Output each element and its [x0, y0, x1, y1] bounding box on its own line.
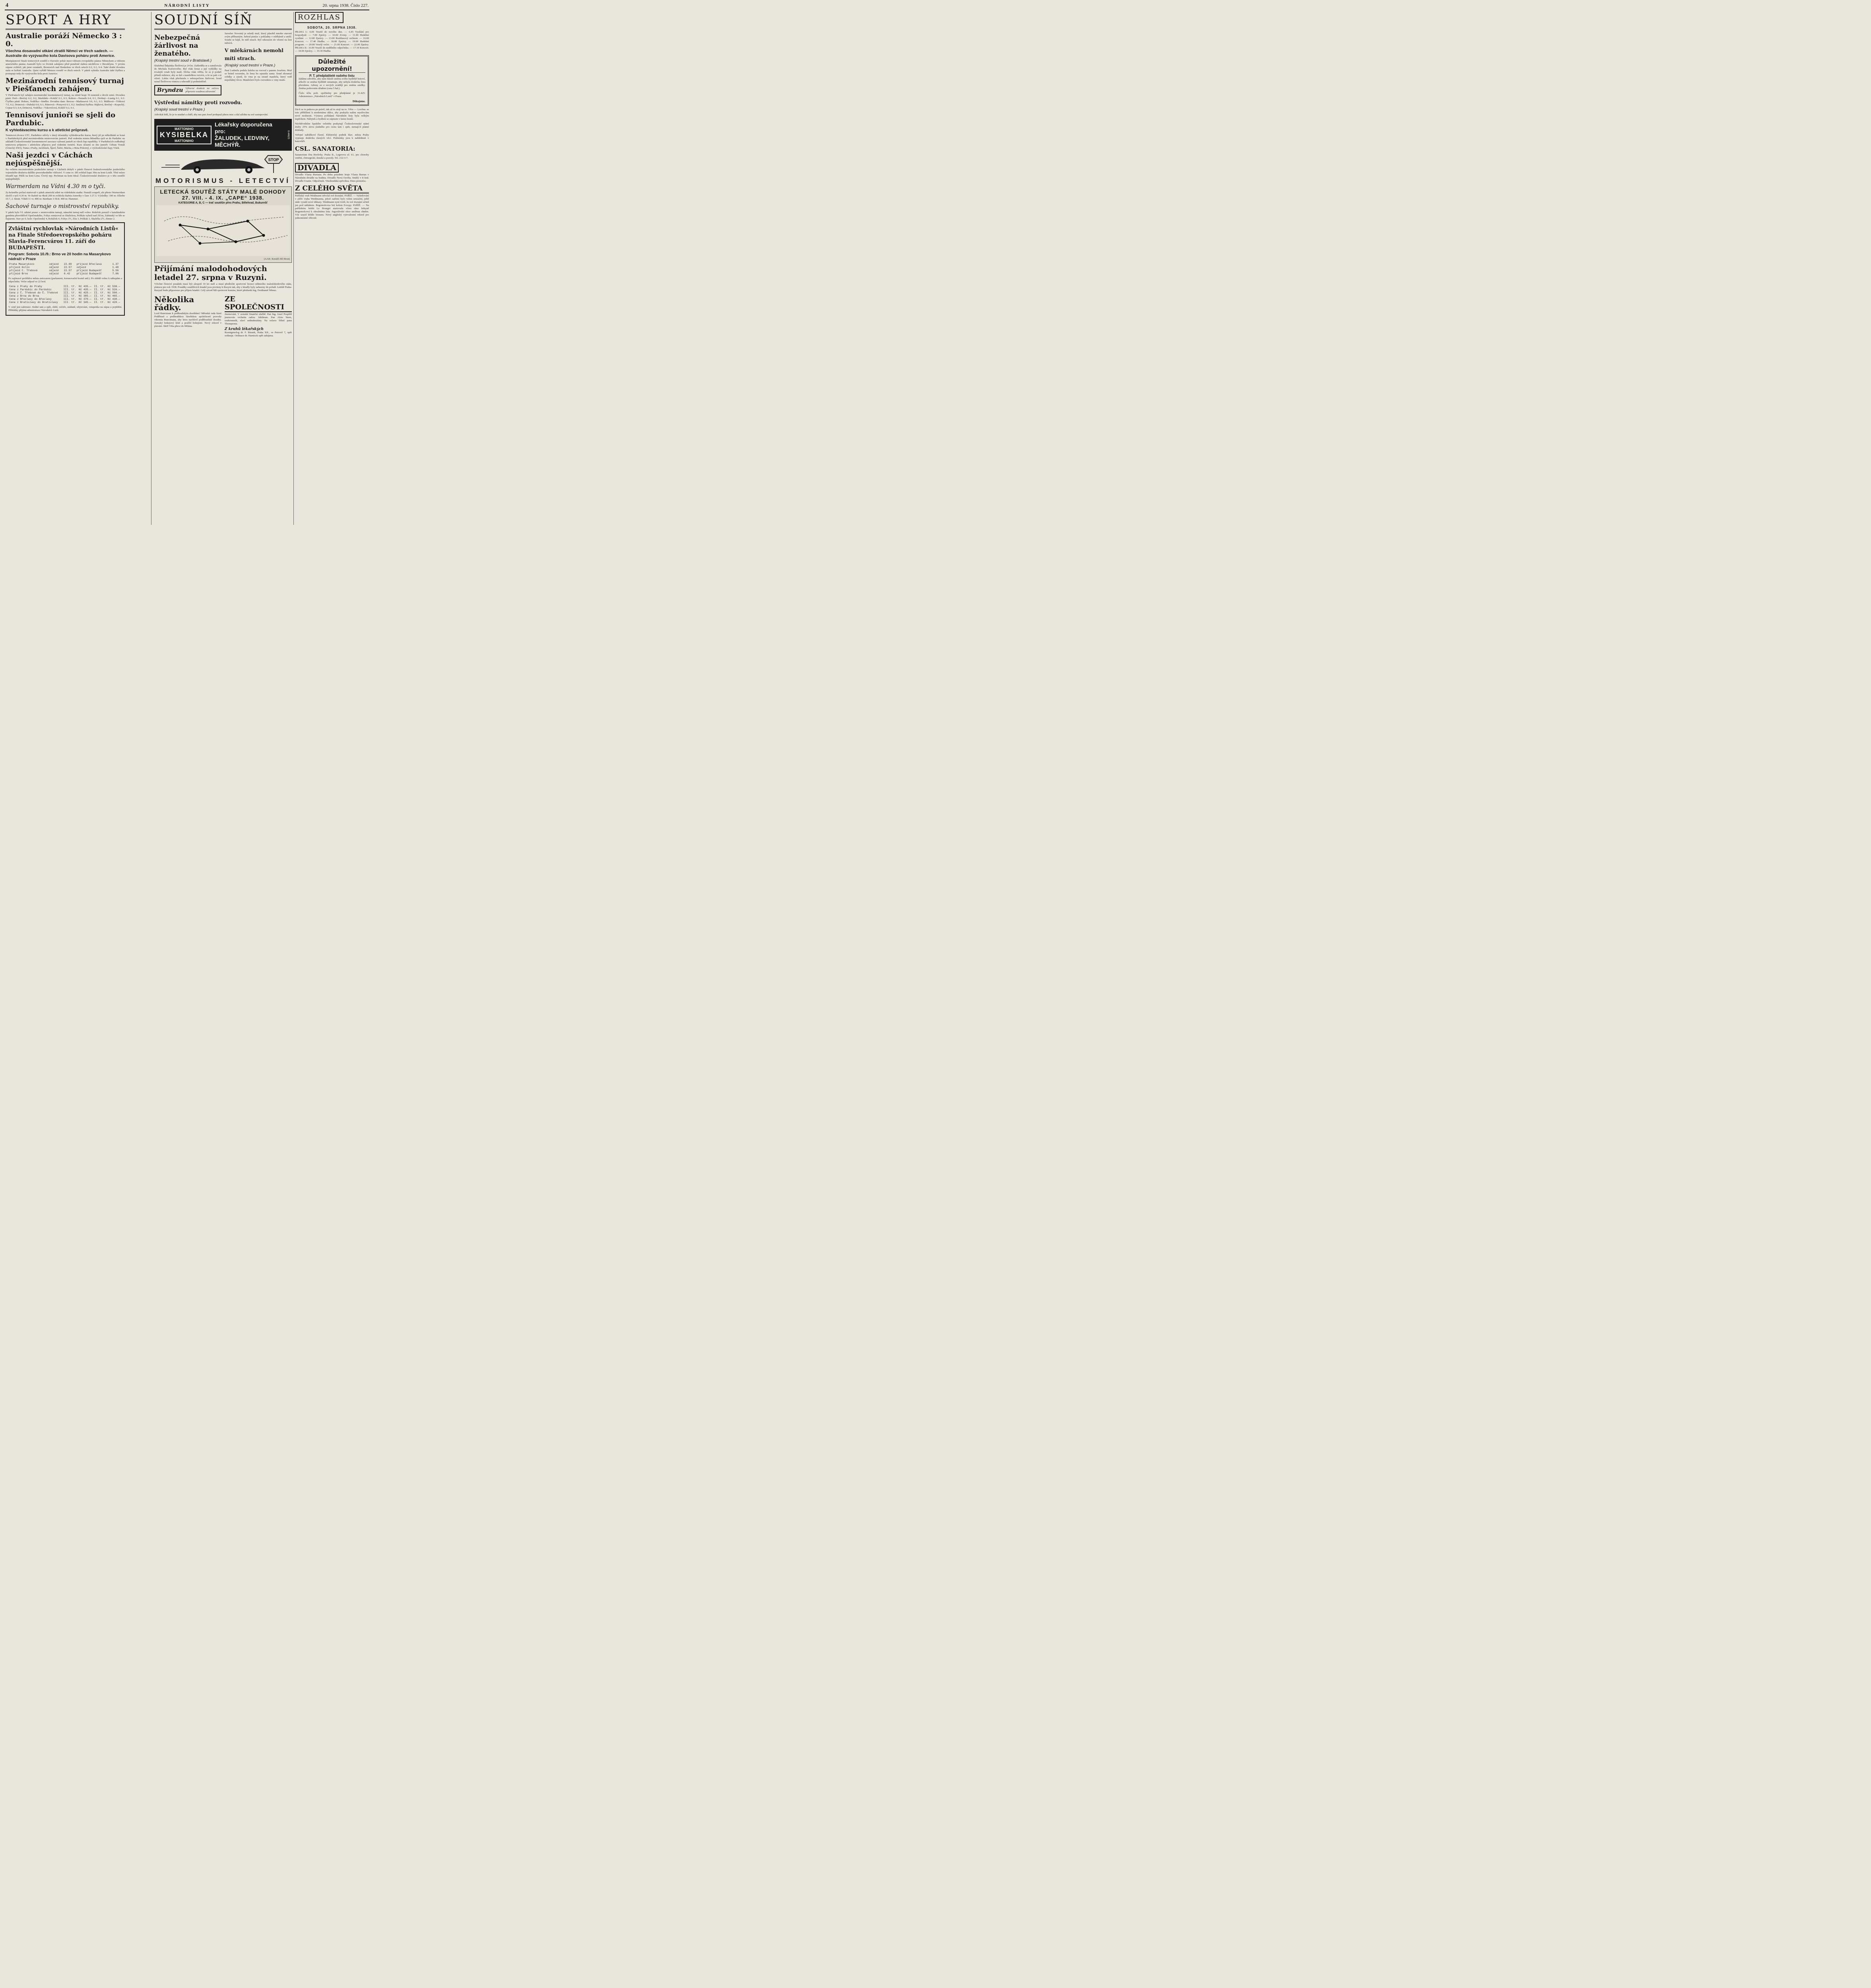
notice-body: žádáme zdvořile, aby nám hlásili změnu svého bydliště hotové, ačkoliv se změna bydliště oznamuje, aby nebyla dodávka listu přerušena. Adresy se o nových uvádějí pro změnu zásilky. Změna poštovním úřadem (cena 5 hal.). — [299, 78, 365, 90]
table-cell: 1.48 — [112, 266, 119, 269]
table-cell: Cena z Prahy do Prahy — [9, 285, 43, 288]
world-title: Z CELÉHO SVĚTA — [295, 184, 369, 194]
news-item: Návštěvníkům lipského veletrhu poskytují Československé státní dráhy 25% slevu jízdného pro cestu tam i zpět, nemají-li platné doklady. — [295, 122, 369, 132]
advert-title: Zvláštní rychlovlak »Národních Listů« na Finale Středoevropského poháru Slavia-Ferencváros 11. září do BUDAPEŠTI. — [8, 226, 118, 251]
page-header — [6, 2, 369, 9]
table-cell: Praha Masarykovo — [9, 263, 35, 266]
table-cell: odjezd — [76, 266, 86, 269]
table-cell: 0.42 — [64, 272, 70, 275]
table-cell: Cena z Pardubic do Pardubic — [9, 288, 52, 291]
column-sport — [6, 12, 125, 525]
table-cell: III. tř. — [63, 301, 76, 304]
article-body: Mezipásmové finale tenisových soutěží o Davisův pohár mezi vítězem evropského pásma Německem a vítězem amerického pásma Australií bylo ve čtvrtek zahájeno před poměrně slabou návštěvou v Brooklynu. V prvém zápase zvítězil, jak jsme oznámili, Bromwich nad Henkelem ve třech setech 6:2, 6:3, 6:4. Také druhé dvouhra stala se kořistí Australie. Quist vyřídil Metaxu rovněž ve třech setech. V pátek vyhrála Australie také čtyřhru a postupuje tedy do vyzývacího kola proti Americe. — [6, 60, 125, 75]
table-cell: Kč 385.— — [78, 295, 91, 297]
advert-code: 8.44623 — [287, 130, 289, 139]
article-subtitle: Všechna dosavadní utkání ztratili Němci ve třech sadech. — Australie do vyzývacího kola Davisova poháru proti Americe. — [6, 49, 115, 58]
table-cell: Cena z Bratislavy do Bratislavy — [9, 301, 58, 304]
article-body: Lord Runciman k podbradským dostihům? Městská rada lázní Poděbrad s podbradskou lázeňskou společností pozvaly vikomta Runcimana, aby letos navštívil poděbradské dostihy. Zemský hokejový klub a pražští hokejisté. Nový rekord v plavání. Skiff Vrba přece do Milána. — [154, 312, 221, 328]
newspaper-page — [0, 0, 374, 529]
price-table — [8, 285, 122, 304]
article-title: V mlékárnách nemohl míti strach. — [225, 48, 283, 61]
advert-slogan-2: ŽALUDEK, LEDVINY, MĚCHÝŘ. — [215, 135, 270, 148]
article-body: V pátek bylo VI. utkání pouze v mistrovském turnaji, námořní turnaj měl volno. Rohiček porazil v katalánském gambitu přesvědčivě Opočenského, Foltys remizoval se Skalickou, Pelikán vyhrál nad Zíťou, Zabinský ve hře se Šajtarem. Stav po 6. kole: Opočenský 4, Roháček 4, Foltys 3½, Zíta 3, Pelikán 3, Skalička 2½, Zinner 2. — [6, 211, 125, 220]
program-title: Program: Sobota 10./9.: Brno ve 20 hodin na Masarykovo nádraží v Praze — [8, 252, 111, 261]
race-car-illustration — [157, 153, 289, 175]
table-cell: Kč 435.— — [78, 288, 91, 291]
price-row — [8, 295, 122, 298]
timetable-row — [8, 263, 122, 266]
article-title: Naši jezdci v Cáchách nejúspěšnější. — [6, 151, 93, 167]
table-cell: 22.57 — [64, 266, 72, 269]
article-body: Roentgenolog dr. F. Bienek, Praha XII., ve Petrově 7, opět ordinuje. Ordinace dr. Harnicek opět zahájena. — [225, 331, 292, 337]
article-title: Mezinárodní tennisový turnaj v Piešťanech zahájen. — [6, 77, 124, 93]
table-cell: II. tř. — [94, 301, 105, 304]
sanatoria-title: CSL. SANATORIA: — [295, 145, 355, 152]
bryndza-notice — [154, 85, 221, 95]
table-cell: Kč 420.— — [107, 301, 120, 304]
brand-bottom: MATTONIHO — [175, 139, 194, 143]
article-body: Tennisová dvorce LTC. Pardubice ožívly v úterý účastníky vyhledávacího kursu, který již po několikáté se koná v Pardubických před mezinárodním mistrovstvím juniorů. Pod vedením mistra Minaříka sjeli se do Pardubic na základě Československé lawntennisové asociace vybraní junioři ze všech žup republiky. V Pardubicích zodbuhují tenisovou průpravu i atletickou přípravu pod vedením trenérů. Kurs účastní se tito junioři: Gibian Tomáš (Ústecký ZSO), Tuma z Prahy, Jarolímek, Šperl, Šubrt, Mácha, z Brna Pokorný, z východočeské župy Vítek. — [6, 134, 125, 149]
motor-section-header — [154, 153, 292, 185]
table-cell: III. tř. — [63, 291, 76, 294]
table-cell: II. tř. — [94, 285, 105, 288]
article-title: Warmerdam na Vídni 4.30 m o tyči. — [6, 183, 106, 190]
timetable-row — [8, 269, 122, 272]
article-title: ZE SPOLEČNOSTI — [225, 295, 292, 312]
program-note: Po zajímavé prohlídce města autocarem (parlament, korunovační kostel atd.). Po obědě volno k nákupům a odpočinku. Večer odjezd ve 22 hod. — [8, 277, 122, 283]
notice-text: Výborné dvakrát na večeru připravte soudnou zdravotní — [185, 87, 219, 93]
table-cell: odjezd — [49, 263, 59, 266]
article-title: Z kruhů lékařských — [225, 327, 264, 331]
table-cell: 7.06 — [112, 272, 119, 275]
train-advert — [6, 222, 125, 316]
table-cell: příjezd Budapešť — [76, 269, 102, 272]
price-row — [8, 291, 122, 295]
article-title: Šachové turnaje o mistrovství republiky. — [6, 203, 119, 210]
article-title: Několika řádky. — [154, 295, 194, 312]
air-race-map — [154, 186, 292, 263]
table-cell: Cena z Č. Třebové do Č. Třebové — [9, 291, 58, 294]
table-cell: Kč 430.— — [107, 298, 120, 301]
notice-sign: Děkujeme. — [352, 100, 365, 103]
map-legend: KATEGORIE A, B, C — trať soutěže přes Prahu, Bělehrad, Bukurešť — [178, 202, 268, 204]
world-body: Pařížský vrah Weidmann odvolal své doznání. PAŘÍŽ. — Vyšetřování v aféře vraha Weidmanna, jehož zatčení bylo velmi senzační, ještě stále vynáší nové důkazy. Weidmann nyní tvrdí, že své doznání učinil jen pod nátlakem. Bogomolcova letí kolem Evropy. PAŘÍŽ. — Na pařížském letišti Le Bourget startovala včera ráno letkyně Bogomolcová k okružnímu letu. Jugoslávské obce smířena ohněm. Vítr urazil křídlo letounu. Nový anglický vytrvalostní rekord pro jednomístné větroně. — [295, 194, 369, 219]
table-cell: odjezd — [49, 269, 59, 272]
section-title-court: SOUDNÍ SÍŇ — [154, 12, 292, 30]
news-item: Veřejné nabídkové řízení. Elektrický podnik hlav. města Prahy vypisuje dodávku různých věcí. Podmínky jsou k nahlédnutí v kanceláři. — [295, 134, 369, 143]
table-cell: Kč 526.— — [107, 288, 120, 291]
table-cell: Kč 345.— — [78, 301, 91, 304]
column-right — [295, 12, 369, 525]
table-cell: 5.56 — [112, 269, 119, 272]
article-title: Přijímání malodohodových letadel 27. srpna v Ruzyni. — [154, 264, 267, 282]
price-row — [8, 298, 122, 301]
article-body: Na velkém mezinárodním jezdeckém turnaji v Cáchách dobyli v pátek členové československého jezdeckého vojenského družstva dalšího pozoruhodného vítězství. V cenu sv. Jiří zvítězil kapt. Hin na koni Leták. Třetí místo obsadil npr. Pitlík na koni Lena. Čtvrtý mjr. Pechman na koni Ideal. Československé družstvo je v této soutěži nejúspěšnější. — [6, 168, 125, 181]
price-row — [8, 285, 122, 288]
table-cell: odjezd — [49, 272, 59, 275]
page-number: 4 — [6, 2, 8, 8]
radio-program: PRAHA I.: 6.00 Veselé do nového dne. — 6.45 Vysílání pro hospodyně. — 7.00 Zprávy. — 10.00 Zvony. — 11.00 Hudební vysílání. — 12.00 Zprávy. — 13.00 Rozhlasový orchestr. — 16.00 Koncert. — 17.40 Hudba. — 18.00 Zprávy. — 19.00 Hudební program. — 20.00 Veselý večer. — 21.00 Koncert. — 22.00 Zprávy. PRAHA II.: 16.00 Veselé do nedělního odpočinku. — 17.10 Koncert. — 18.00 Zprávy. — 19.30 Hudba. — [295, 31, 369, 52]
article-title: Nebezpečná žárlivost na ženatého. — [154, 34, 200, 58]
subscriber-notice — [295, 55, 369, 106]
notice-title: Bryndzu — [157, 87, 183, 93]
table-cell: II. tř. — [94, 295, 105, 297]
theatres-title: DIVADLA — [295, 163, 339, 173]
table-cell: odjezd — [49, 266, 59, 269]
map-title: LETECKÁ SOUTĚŽ STÁTY MALÉ DOHODY — [160, 188, 286, 195]
table-cell: 22.57 — [64, 269, 72, 272]
news-item: Dá-li se to pukova po právě, tak už to stojí na to. Věru — Lověna: se toto přiblížení k modernímu dálce, aby poskytla našim myslivcům nové možnosti. Výstava pořádaná Národním listy byla velkým úspěchem. Nábytek a bydlení se zápisem v knize hostů. — [295, 108, 369, 120]
article-body: Paní Ludmila podala žalobu na rozvod s panem Josefem. Muž se bránil tvrzením, že žena ho opustila sama. Soud zkoumal svědky a zjistil, že vina je na straně manžela, který vedl nepořádný život. Manželství bylo rozvedeno z viny muže. — [225, 69, 292, 82]
timetable — [8, 263, 122, 276]
table-cell: příjezd Břeclava — [76, 263, 102, 266]
table-cell: III. tř. — [63, 295, 76, 297]
table-cell: III. tř. — [63, 298, 76, 301]
article-body: Včichni členové posádek musí být alespoň 10 let staří a musí předložiti sportovní licenci některého malodohodového státu, platnou pro rok 1938. Posádky soutěžících letadel jsou povinny k Ruzyni tak, aby s letadly byly zařazeny do pořadí. Letiště Praha-Ruzyně bude připraveno pro příjem letadel. Celý závod řídí sportovní komise, které předsedá Ing. Ferdinand Němec. — [154, 283, 292, 292]
article-body: Jmenování. V zemské finanční službě: Pan Ing. Josef Pospíšil jmenován vrchním radou. Jubileum. Pan Alois Stern, soukromník, slaví sedmdesátiny. Na oslavu 50letí pana Thompsona. — [225, 313, 292, 325]
article-title: Tennisoví junioři se sjeli do Pardubic. — [6, 111, 116, 127]
brand-name: KYSIBELKA — [160, 130, 209, 139]
advert-brand — [157, 126, 212, 144]
article-body: Advokát řekl, že je to snadné a chtěl, aby mu pan Josef podepsal plnou moc a dal zálohu na své zastupování. — [154, 113, 268, 116]
sanatoria-body: Sanatorium Dra Borůvky. Praha II., Legerova ul. 61, pro choroby vnitřní, chirurgické, ženské a porody. Tel. 212-3-7. — [295, 153, 369, 159]
article-subtitle: (Krajský soud trestní v Praze.) — [154, 107, 205, 112]
table-cell: 1.37 — [112, 263, 119, 266]
column-divider — [293, 12, 294, 525]
table-cell: příjezd Kolín — [9, 266, 30, 269]
advert-slogan: Lékařsky doporučena pro: — [215, 121, 272, 134]
table-cell: Cena z Brna do Brna — [9, 295, 39, 297]
table-cell: Kč 500.— — [107, 291, 120, 294]
timetable-row — [8, 266, 122, 269]
theatres-body: Divadlo Vlasty Buriana. Po dobu prázdnin hraje Vlasta Burian v Národním divadle na hodinu. Divadlo Nová Osvěta. Smělý v 8 hod. Divadlo Uranie. Odpočinek. Vinohradská zpěvohra. Dnes premiéra. — [295, 173, 369, 182]
price-row — [8, 301, 122, 304]
table-cell: Kč 370.— — [78, 298, 91, 301]
article-title: Australie poráží Německo 3 : 0. — [6, 32, 122, 48]
article-subtitle: K vyhledávacímu kursu a k atletické průpravě. — [6, 128, 89, 132]
stop-sign-label: STOP — [268, 158, 279, 162]
article-body: V Piešťanech byl zahájen mezinárodní lawntennisový turnaj, na němž hraje 36 tennistů z devíti zemí. Dvouhra pánů: Pető—Brečný 6:2, 6:2, Maršálek—Koklič 6:1, 6:3, Rohrer—Nemeth 6:4, 6:1, Drobný—Lustig 6:1, 6:3. Čtyřhra pánů: Rohrer, Vodička—Sindler. Dvouhra dam: Bercsu—Markusová 3:6, 6:1, 6:3. Mášková—Tóthová 7:5, 6:2, Drtinová—Dubská 6:0, 6:1, Páterová—Ponyová 6:1, 6:2. Smíšená čtyřhra: Hájková, Brečný—Kopecký, Cejnar 6:3, 6:4, Drtinová, Vodička—Vukovičová, Koklič 6:2, 6:1. — [6, 94, 125, 109]
section-title-sport: SPORT A HRY — [6, 12, 125, 30]
radio-date: SOBOTA, 20. SRPNA 1938. — [307, 26, 357, 29]
table-cell: Kč 536.— — [107, 285, 120, 288]
table-cell: Kč 465.— — [107, 295, 120, 297]
map-subtitle: 27. VIII. - 4. IX. „CAPE“ 1938. — [182, 195, 264, 201]
article-body: Jaroslav Novotný je mladý muž, který působil mnoho starostí svým příbuzným. Sebral peníze z pokladny v mlékárně a utekl. Soudu se hájil, že měl strach. Byl odsouzen do vězení na šest měsíců. — [225, 32, 292, 45]
notice-body-2: Číslo účtu pošt. spořitelny pro předplatné je 31.425: Administrace „Národních Listů“ v Praze. — [299, 92, 365, 98]
table-cell: III. tř. — [63, 288, 76, 291]
table-cell: Cena z Břeclavy do Břeclavy — [9, 298, 52, 301]
timetable-row — [8, 272, 122, 276]
table-cell: příjezd Brno — [9, 272, 28, 275]
article-body: Služebná Štěpánka Štolfová je 24 let. Zahleděla se a zamilovala do Michala Kučerového. Byl však ženat a její vyhlídky na trvalejší vztah byly malé. Dívka však věřila, že se jí podaří přimět milence, aby se dal s manželkou rozvést, a že se pak s ní ožení. Láska však přerůstala v nebezpečnou žárlivost. Soud uznal Štolfovou vinnou a odsoudil ji podmíněčně. — [154, 64, 221, 83]
section-title-radio: ROZHLAS — [295, 12, 344, 23]
table-cell: Kč 425.— — [78, 291, 91, 294]
motor-section-title: MOTORISMUS - LETECTVÍ — [155, 177, 291, 184]
map-credit: (AAK: Kreslil Jiří Hron) — [264, 258, 290, 260]
closing-note: V ceně jest zahrnuto: Jízdné tam a zpět, oběd, večeře, snídaně, ubytování, vstupenka na zápas a pojištění. Přihlášky přijímá administrace Národních Listů. — [8, 306, 122, 312]
table-cell: II. tř. — [94, 288, 105, 291]
issue-date: 20. srpna 1938. Číslo 227. — [322, 3, 369, 8]
article-body: Za krásného počasí startovali v pátek americkí atleti na vídeňském stadiu. Nemáli soupeři, ale přesto Warmerdam skočil o tyči 4.30 m. Ve štafetě na 4krát 200 m zvítězila štafeta Ameriky v čase 1:27.3. Výsledky: 100 m: Ellerbe 10.7, 2. Strutt. Vídeň 11 vt. 800 m: Beetham 1:50.8. 400 m: Hammer. — [6, 191, 125, 200]
table-cell: III. tř. — [63, 285, 76, 288]
article-title: Výstřední námitky proti rozvodu. — [154, 100, 243, 105]
table-cell: příjezd C. Třebová — [9, 269, 38, 272]
route-map-illustration — [156, 205, 290, 256]
column-court — [154, 12, 292, 525]
table-cell: Kč 435.— — [78, 285, 91, 288]
kysibelka-advert — [154, 119, 292, 151]
table-cell: II. tř. — [94, 298, 105, 301]
brand-top: MATTONIHO — [175, 127, 194, 131]
article-subtitle: (Krajský soud trestní v Praze.) — [225, 63, 276, 68]
notice-title: Důležité upozornění! — [299, 58, 365, 73]
table-cell: příjezd Budapešť — [76, 272, 102, 275]
masthead: NÁRODNÍ LISTY — [164, 3, 210, 8]
table-cell: 22.00 — [64, 263, 72, 266]
price-row — [8, 288, 122, 291]
table-cell: II. tř. — [94, 291, 105, 294]
notice-lead: P. T. předplatitelé našeho listu — [309, 74, 355, 78]
article-subtitle: (Krajský trestní soud v Bratislavě.) — [154, 58, 212, 63]
